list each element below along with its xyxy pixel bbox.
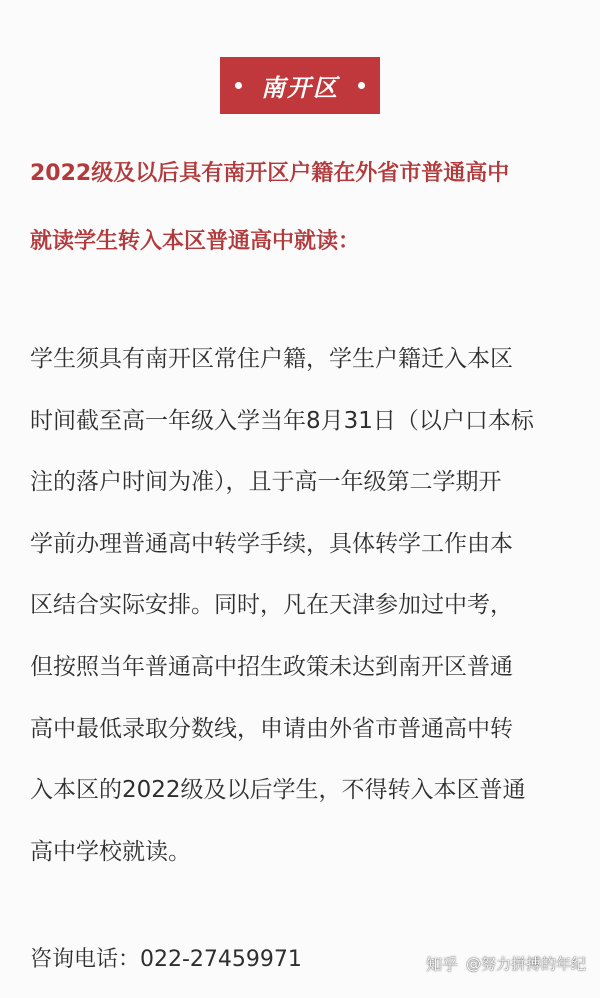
watermark: [426, 952, 586, 975]
policy-paragraph: [30, 339, 575, 893]
badge-dot-right: [358, 82, 365, 89]
badge-title: 南开区: [261, 74, 339, 102]
watermark-brand: 知乎: [425, 955, 458, 974]
heading-line: 就读学生转入本区普通高中就读：: [30, 229, 361, 254]
heading-line: 2022级及以后具有南开区户籍在外省市普通高中: [30, 161, 510, 186]
paragraph-line: 高中学校就读。: [30, 838, 191, 865]
badge-dot-left: [235, 82, 242, 89]
paragraph-line: 时间截至高一年级入学当年8月31日（以户口本标: [30, 407, 534, 434]
paragraph-line: 但按照当年普通高中招生政策未达到南开区普通: [30, 653, 513, 680]
paragraph-line: 学前办理普通高中转学手续，具体转学工作由本: [30, 530, 513, 557]
contact-phone: 咨询电话：022-27459971: [30, 947, 302, 972]
district-badge: [220, 57, 380, 114]
paragraph-line: 区结合实际安排。同时，凡在天津参加过中考，: [30, 592, 513, 619]
watermark-author: @努力拼搏的年纪: [465, 955, 586, 973]
paragraph-line: 高中最低录取分数线，申请由外省市普通高中转: [30, 715, 513, 742]
section-heading: [30, 155, 575, 261]
paragraph-line: 入本区的2022级及以后学生，不得转入本区普通: [30, 777, 526, 804]
paragraph-line: 注的落户时间为准），且于高一年级第二学期开: [30, 469, 502, 496]
paragraph-line: 学生须具有南开区常住户籍，学生户籍迁入本区: [30, 346, 513, 372]
